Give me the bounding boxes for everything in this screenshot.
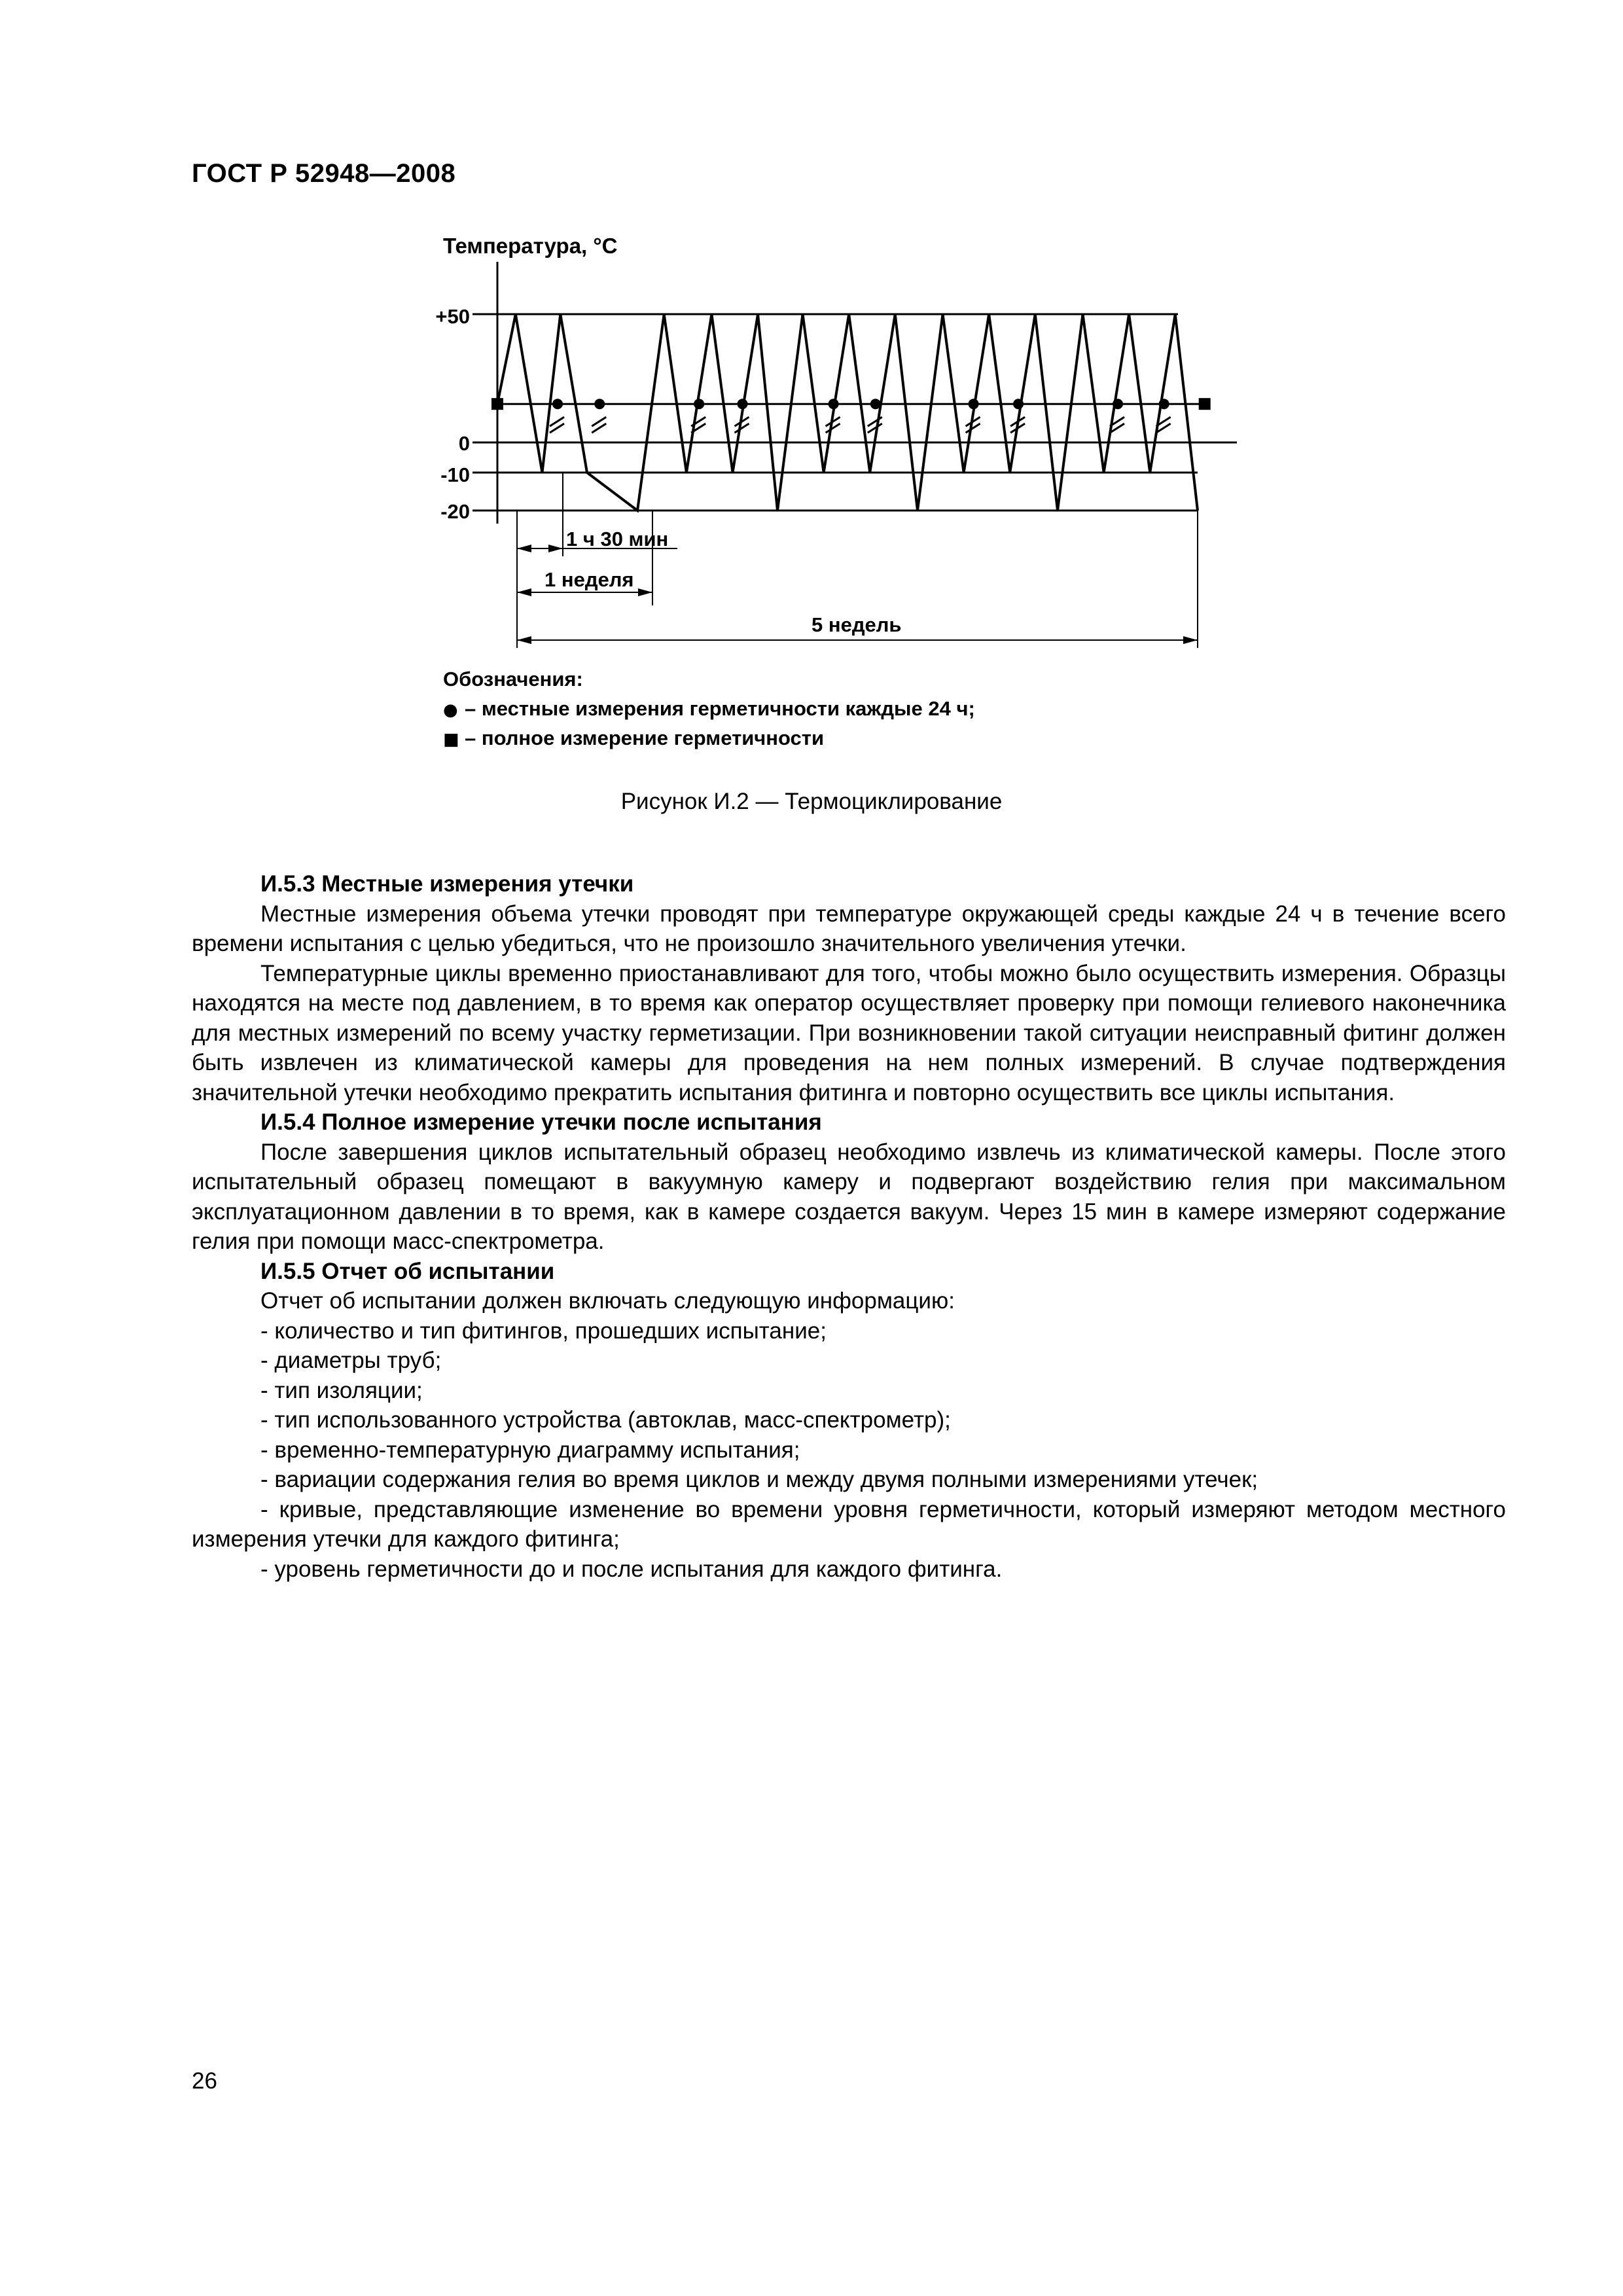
y-tick-label-minus-20: -20 bbox=[440, 500, 470, 523]
paragraph: Отчет об испытании должен включать следующую информацию: bbox=[260, 1288, 955, 1314]
section-heading: И.5.3 Местные измерения утечки bbox=[260, 871, 634, 897]
local-measurement-dot bbox=[969, 399, 979, 409]
legend-square-text: – полное измерение герметичности bbox=[465, 726, 825, 749]
list-item: - тип использованного устройства (автоклав, масс-спектрометр); bbox=[260, 1407, 951, 1433]
local-measurement-dot bbox=[1013, 399, 1024, 409]
local-measurement-dot bbox=[694, 399, 704, 409]
legend-title: Обозначения: bbox=[443, 668, 583, 691]
list-item: - уровень герметичности до и после испытания для каждого фитинга. bbox=[260, 1556, 1003, 1582]
local-measurement-dot bbox=[1159, 399, 1169, 409]
paragraph: Температурные циклы временно приостанавливают для того, чтобы можно было осуществить измерения. Образцы находятся на месте под давлением, в то время как оператор осуществляет проверку при помощи гелиевого наконечника для местных измерений по всему участку герметизации. При возникновении такой ситуации неисправный фитинг должен быть извлечен из климатической камеры для проведения на нем полных измерений. В случае подтверждения значительной утечки необходимо прекратить испытания фитинга и повторно осуществить все циклы испытания. bbox=[192, 960, 1506, 1105]
document-header-code: ГОСТ Р 52948—2008 bbox=[192, 159, 456, 188]
legend-dot-text: – местные измерения герметичности каждые 24 ч; bbox=[465, 697, 975, 720]
dimension-label-interval: 1 ч 30 мин bbox=[566, 528, 669, 550]
arrowhead bbox=[1183, 636, 1198, 644]
list-item: - временно-температурную диаграмму испытания; bbox=[260, 1437, 800, 1463]
arrowhead bbox=[638, 588, 652, 596]
local-measurement-dot bbox=[552, 399, 563, 409]
section-heading: И.5.5 Отчет об испытании bbox=[260, 1258, 555, 1284]
list-item: - вариации содержания гелия во время циклов и между двумя полными измерениями утечек; bbox=[260, 1467, 1258, 1492]
y-tick-label-minus-10: -10 bbox=[440, 463, 470, 486]
legend-dot-symbol: ● bbox=[443, 700, 458, 720]
dimension-label-week: 1 неделя bbox=[544, 568, 634, 591]
list-item: - диаметры труб; bbox=[260, 1348, 442, 1373]
section-heading: И.5.4 Полное измерение утечки после испытания bbox=[260, 1109, 822, 1135]
temperature-series-line bbox=[497, 314, 1198, 511]
arrowhead bbox=[548, 545, 563, 552]
chart-axes bbox=[473, 262, 1237, 524]
figure-caption: Рисунок И.2 — Термоциклирование bbox=[620, 789, 1003, 814]
local-measurement-dot bbox=[870, 399, 881, 409]
body-text bbox=[192, 869, 1506, 1584]
list-item: - количество и тип фитингов, прошедших испытание; bbox=[260, 1318, 827, 1344]
local-measurement-dot bbox=[1113, 399, 1123, 409]
y-tick-label-0: 0 bbox=[458, 432, 470, 455]
chart-series bbox=[497, 314, 1198, 511]
paragraph: Местные измерения объема утечки проводят при температуре окружающей среды каждые 24 ч в течение всего времени испытания с целью убедиться, что не произошло значительного увеличения утечки. bbox=[192, 901, 1506, 956]
full-measurement-square bbox=[1199, 398, 1211, 410]
local-measurement-dot bbox=[738, 399, 748, 409]
legend-square-symbol: ■ bbox=[443, 730, 459, 749]
local-measurement-dot bbox=[829, 399, 839, 409]
y-axis-label: Температура, °С bbox=[443, 234, 618, 258]
y-tick-label-50: +50 bbox=[435, 305, 470, 328]
dimension-label-total: 5 недель bbox=[812, 613, 902, 636]
page-number: 26 bbox=[192, 2068, 217, 2094]
arrowhead bbox=[517, 545, 531, 552]
full-measurement-square bbox=[491, 398, 503, 410]
arrowhead bbox=[517, 636, 531, 644]
local-measurement-dot bbox=[594, 399, 605, 409]
list-item: - тип изоляции; bbox=[260, 1377, 423, 1403]
thermocycling-figure bbox=[0, 0, 1623, 772]
arrowhead bbox=[517, 588, 531, 596]
paragraph: - кривые, представляющие изменение во времени уровня герметичности, который измеряют методом местного измерения утечки для каждого фитинга; bbox=[192, 1496, 1506, 1552]
paragraph: После завершения циклов испытательный образец необходимо извлечь из климатической камеры. После этого испытательный образец помещают в вакуумную камеру и подвергают воздействию гелия при максимальном эксплуатационном давлении в то время, как в камере создается вакуум. Через 15 мин в камере измеряют содержание гелия при помощи масс-спектрометра. bbox=[192, 1139, 1506, 1254]
